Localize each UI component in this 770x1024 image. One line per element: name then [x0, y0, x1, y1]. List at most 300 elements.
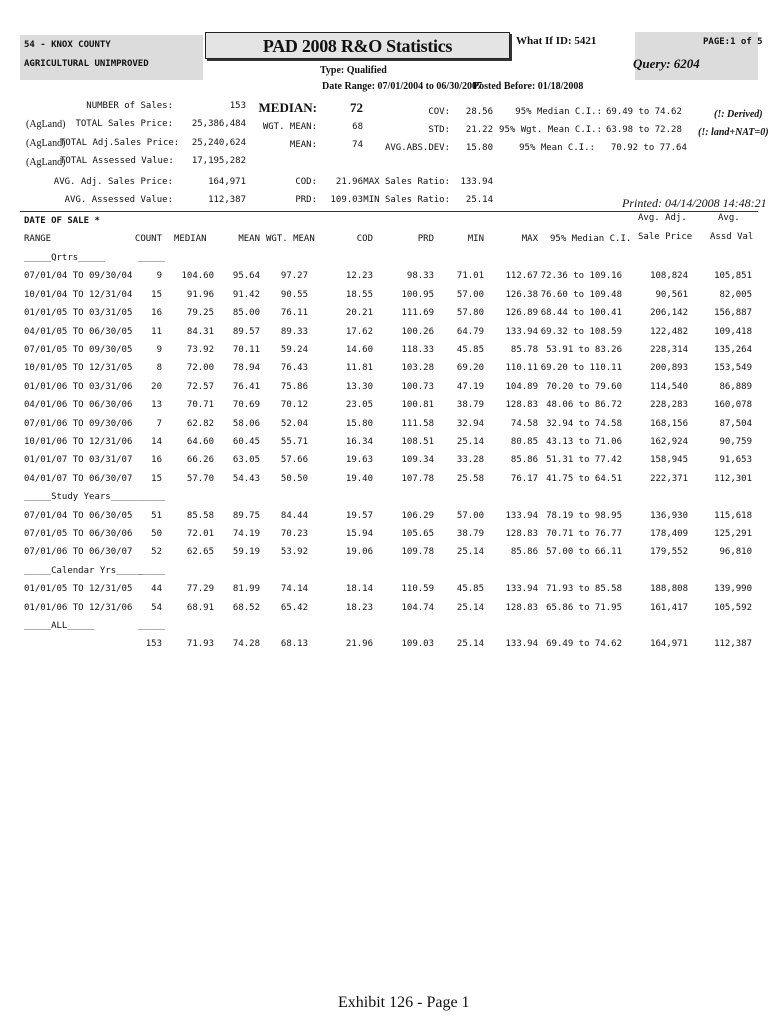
col-header-count: COUNT: [134, 234, 162, 244]
cell-min: 69.20: [456, 363, 484, 374]
cod-value: 21.96: [335, 177, 363, 187]
cell-min: 57.00: [456, 510, 484, 521]
avg-adj-sales-price-label: AVG. Adj. Sales Price:: [53, 177, 173, 187]
cell-median-ci: 69.20 to 110.11: [540, 363, 622, 374]
cell-avg-assd-val: 90,759: [719, 437, 752, 447]
cell-prd: 111.58: [401, 418, 434, 429]
table-row: [0, 345, 770, 359]
cell-mean: 58.06: [232, 418, 260, 429]
section-title: DATE OF SALE *: [24, 216, 100, 226]
max-ratio-value: 133.94: [460, 177, 493, 187]
cell-mean: 60.45: [232, 437, 260, 447]
cell-avg-assd-val: 112,301: [714, 473, 752, 484]
cell-median-ci: 48.06 to 86.72: [546, 400, 622, 411]
avg-assessed-label: AVG. Assessed Value:: [64, 195, 173, 205]
cell-max: 133.94: [505, 326, 538, 337]
cell-prd: 118.33: [401, 345, 434, 355]
cell-cod: 19.57: [345, 510, 373, 521]
cell-min: 25.14: [456, 437, 484, 447]
agland-tag: (AgLand): [26, 138, 66, 149]
group-label: _____Calendar Yrs_____: [24, 565, 144, 576]
cell-median-ci: 72.36 to 109.16: [540, 271, 622, 282]
median-ci-label: 95% Median C.I.:: [515, 107, 602, 117]
cell-prd: 100.26: [401, 326, 434, 337]
max-ratio-label: MAX Sales Ratio:: [363, 177, 450, 187]
col-header-prd: PRD: [417, 234, 434, 244]
cell-max: 133.94: [505, 639, 538, 650]
cell-cod: 19.40: [345, 473, 373, 484]
table-row: [0, 474, 770, 488]
cell-range: 01/01/05 TO 03/31/05: [24, 308, 133, 319]
cell-min: 47.19: [456, 381, 484, 392]
std-label: STD:: [428, 125, 450, 135]
cell-range: 04/01/07 TO 06/30/07: [24, 473, 133, 484]
derived-note: (!: Derived): [714, 109, 763, 120]
cell-median-ci: 32.94 to 74.58: [546, 418, 622, 429]
cell-prd: 109.03: [401, 639, 434, 650]
cell-range: 01/01/06 TO 03/31/06: [24, 381, 133, 392]
cell-median: 57.70: [186, 473, 214, 484]
col-header-assd-val: Assd Val: [710, 232, 754, 242]
col-header-median-ci: 95% Median C.I.: [550, 234, 632, 244]
cell-count: 8: [156, 363, 162, 374]
prd-label: PRD:: [295, 195, 317, 205]
cell-max: 110.11: [505, 363, 538, 374]
cell-median: 73.92: [186, 345, 214, 355]
cell-count: 52: [151, 547, 162, 558]
col-header-median: MEDIAN: [174, 234, 207, 244]
table-row: [0, 400, 770, 414]
cell-avg-assd-val: 86,889: [719, 381, 752, 392]
total-sales-price-label: TOTAL Sales Price:: [75, 119, 173, 129]
table-row: [0, 271, 770, 285]
cell-cod: 13.30: [345, 381, 373, 392]
cell-count: 15: [151, 473, 162, 484]
cell-max: 128.83: [505, 400, 538, 411]
cell-cod: 18.14: [345, 584, 373, 595]
wgt-mean-label: WGT. MEAN:: [262, 122, 317, 132]
wgt-mean-value: 68: [352, 122, 363, 132]
property-class: AGRICULTURAL UNIMPROVED: [24, 59, 149, 69]
cell-avg-assd-val: 91,653: [719, 455, 752, 466]
cell-count: 9: [156, 271, 162, 282]
cell-wgt-mean: 50.50: [280, 473, 308, 484]
median-value: 72: [350, 100, 363, 115]
date-range: Date Range: 07/01/2004 to 06/30/2007: [322, 81, 482, 92]
cell-count: 9: [156, 345, 162, 355]
table-row: [0, 363, 770, 377]
cell-avg-assd-val: 109,418: [714, 326, 752, 337]
avg-abs-dev-label: AVG.ABS.DEV:: [384, 143, 450, 153]
cell-median-ci: 70.71 to 76.77: [546, 529, 622, 539]
cell-median-ci: 51.31 to 77.42: [546, 455, 622, 466]
cell-avg-adj-sale-price: 228,314: [650, 345, 688, 355]
page-number: PAGE:1 of 5: [703, 37, 763, 47]
cell-range: 07/01/04 TO 09/30/04: [24, 271, 133, 282]
cell-median: 72.57: [186, 381, 214, 392]
median-ci-value: 69.49 to 74.62: [606, 107, 682, 117]
cell-median: 62.82: [186, 418, 214, 429]
cell-median: 79.25: [186, 308, 214, 319]
cell-min: 45.85: [456, 345, 484, 355]
table-row: [0, 437, 770, 451]
avg-adj-sales-price-value: 164,971: [208, 177, 246, 187]
cell-avg-assd-val: 156,887: [714, 308, 752, 319]
col-header-avg: Avg.: [718, 213, 740, 223]
cell-max: 112.67: [505, 271, 538, 282]
cell-max: 80.85: [510, 437, 538, 447]
cell-min: 33.28: [456, 455, 484, 466]
table-row: [0, 308, 770, 322]
cell-median-ci: 65.86 to 71.95: [546, 602, 622, 613]
col-header-max: MAX: [521, 234, 538, 244]
cell-avg-adj-sale-price: 179,552: [650, 547, 688, 558]
cell-count: 54: [151, 602, 162, 613]
cell-median-ci: 43.13 to 71.06: [546, 437, 622, 447]
cell-avg-adj-sale-price: 162,924: [650, 437, 688, 447]
cell-wgt-mean: 68.13: [280, 639, 308, 650]
cell-min: 25.58: [456, 473, 484, 484]
cell-avg-adj-sale-price: 136,930: [650, 510, 688, 521]
cell-median: 84.31: [186, 326, 214, 337]
cell-mean: 81.99: [232, 584, 260, 595]
wgt-mean-ci-label: 95% Wgt. Mean C.I.:: [499, 125, 602, 135]
cell-mean: 70.11: [232, 345, 260, 355]
cell-prd: 111.69: [401, 308, 434, 319]
cell-count: 14: [151, 437, 162, 447]
table-row: [0, 511, 770, 525]
cell-avg-adj-sale-price: 161,417: [650, 602, 688, 613]
group-label: _____ALL_____: [24, 621, 95, 631]
cell-cod: 15.80: [345, 418, 373, 429]
cell-avg-assd-val: 82,005: [719, 289, 752, 300]
cell-avg-adj-sale-price: 164,971: [650, 639, 688, 650]
group-label: _____Qrtrs_____: [24, 253, 106, 263]
total-assessed-value: 17,195,282: [191, 156, 246, 166]
agland-tag: (AgLand): [26, 119, 66, 130]
cell-wgt-mean: 59.24: [280, 345, 308, 355]
cell-avg-assd-val: 105,851: [714, 271, 752, 282]
cell-max: 128.83: [505, 602, 538, 613]
count-underline: _____: [138, 565, 166, 576]
min-ratio-label: MIN Sales Ratio:: [363, 195, 450, 205]
cell-avg-assd-val: 139,990: [714, 584, 752, 595]
cell-range: 07/01/06 TO 09/30/06: [24, 418, 133, 429]
median-label: MEDIAN:: [258, 100, 317, 115]
count-underline: _____: [138, 492, 166, 503]
cell-wgt-mean: 53.92: [280, 547, 308, 558]
cell-min: 57.80: [456, 308, 484, 319]
cell-avg-adj-sale-price: 122,482: [650, 326, 688, 337]
cell-mean: 85.00: [232, 308, 260, 319]
table-row: [0, 327, 770, 341]
cell-prd: 107.78: [401, 473, 434, 484]
table-row: [0, 290, 770, 304]
cell-range: 07/01/04 TO 06/30/05: [24, 510, 133, 521]
prd-value: 109.03: [330, 195, 363, 205]
cell-avg-adj-sale-price: 168,156: [650, 418, 688, 429]
cell-range: 07/01/05 TO 09/30/05: [24, 345, 133, 355]
cell-median: 104.60: [181, 271, 214, 282]
cell-count: 7: [156, 418, 162, 429]
cell-count: 44: [151, 584, 162, 595]
whatif-id: What If ID: 5421: [516, 35, 597, 47]
cell-median-ci: 57.00 to 66.11: [546, 547, 622, 558]
cov-label: COV:: [428, 107, 450, 117]
cell-wgt-mean: 57.66: [280, 455, 308, 466]
cell-max: 133.94: [505, 584, 538, 595]
cell-count: 51: [151, 510, 162, 521]
cell-cod: 17.62: [345, 326, 373, 337]
cell-cod: 12.23: [345, 271, 373, 282]
cell-max: 74.58: [510, 418, 538, 429]
cell-mean: 78.94: [232, 363, 260, 374]
exhibit-footer: Exhibit 126 - Page 1: [338, 994, 470, 1011]
cell-max: 126.89: [505, 308, 538, 319]
cell-avg-adj-sale-price: 228,283: [650, 400, 688, 411]
std-value: 21.22: [465, 125, 493, 135]
cell-avg-adj-sale-price: 178,409: [650, 529, 688, 539]
cell-median: 70.71: [186, 400, 214, 411]
total-sales-price-value: 25,386,484: [191, 119, 246, 129]
cell-count: 16: [151, 308, 162, 319]
cell-min: 25.14: [456, 602, 484, 613]
cell-cod: 18.55: [345, 289, 373, 300]
cell-min: 45.85: [456, 584, 484, 595]
cell-wgt-mean: 76.11: [280, 308, 308, 319]
cell-median-ci: 69.32 to 108.59: [540, 326, 622, 337]
cell-cod: 20.21: [345, 308, 373, 319]
cell-wgt-mean: 84.44: [280, 510, 308, 521]
printed-timestamp: Printed: 04/14/2008 14:48:21: [622, 196, 767, 210]
cell-min: 25.14: [456, 547, 484, 558]
cell-range: 10/01/06 TO 12/31/06: [24, 437, 133, 447]
cell-prd: 109.78: [401, 547, 434, 558]
cell-count: 16: [151, 455, 162, 466]
cell-avg-assd-val: 135,264: [714, 345, 752, 355]
cell-median: 68.91: [186, 602, 214, 613]
cell-range: 07/01/06 TO 06/30/07: [24, 547, 133, 558]
cell-avg-adj-sale-price: 158,945: [650, 455, 688, 466]
cell-avg-assd-val: 160,078: [714, 400, 752, 411]
cell-wgt-mean: 70.23: [280, 529, 308, 539]
cell-wgt-mean: 55.71: [280, 437, 308, 447]
cell-mean: 95.64: [232, 271, 260, 282]
report-title: PAD 2008 R&O Statistics: [262, 36, 453, 56]
cell-avg-assd-val: 125,291: [714, 529, 752, 539]
cell-count: 20: [151, 381, 162, 392]
total-assessed-label: TOTAL Assessed Value:: [60, 156, 174, 166]
cell-median-ci: 76.60 to 109.48: [540, 289, 622, 300]
cell-cod: 21.96: [345, 639, 373, 650]
cell-prd: 106.29: [401, 510, 434, 521]
table-top-rule: [20, 211, 758, 212]
cell-median-ci: 53.91 to 83.26: [546, 345, 622, 355]
cell-cod: 16.34: [345, 437, 373, 447]
cell-cod: 18.23: [345, 602, 373, 613]
posted-before: Posted Before: 01/18/2008: [473, 81, 584, 92]
cell-cod: 11.81: [345, 363, 373, 374]
cell-min: 71.01: [456, 271, 484, 282]
cell-max: 126.38: [505, 289, 538, 300]
cell-max: 85.78: [510, 345, 538, 355]
count-underline: _____: [138, 253, 166, 263]
col-header-mean: MEAN: [238, 234, 260, 244]
cell-avg-assd-val: 105,592: [714, 602, 752, 613]
cell-median: 71.93: [186, 639, 214, 650]
cell-min: 57.00: [456, 289, 484, 300]
cell-mean: 91.42: [232, 289, 260, 300]
cell-prd: 104.74: [401, 602, 434, 613]
cell-wgt-mean: 75.86: [280, 381, 308, 392]
cell-avg-adj-sale-price: 188,808: [650, 584, 688, 595]
col-header-min: MIN: [467, 234, 484, 244]
cell-median: 64.60: [186, 437, 214, 447]
cell-prd: 109.34: [401, 455, 434, 466]
number-of-sales-value: 153: [229, 101, 246, 111]
cell-mean: 89.57: [232, 326, 260, 337]
mean-label: MEAN:: [289, 140, 317, 150]
cell-wgt-mean: 65.42: [280, 602, 308, 613]
cell-avg-adj-sale-price: 200,893: [650, 363, 688, 374]
cell-avg-assd-val: 87,504: [719, 418, 752, 429]
cell-cod: 19.06: [345, 547, 373, 558]
cell-median: 66.26: [186, 455, 214, 466]
cell-median-ci: 70.20 to 79.60: [546, 381, 622, 392]
cell-range: 10/01/05 TO 12/31/05: [24, 363, 133, 374]
table-row: [0, 382, 770, 396]
cell-wgt-mean: 70.12: [280, 400, 308, 411]
cell-median: 77.29: [186, 584, 214, 595]
cell-cod: 14.60: [345, 345, 373, 355]
mean-ci-label: 95% Mean C.I.:: [519, 143, 595, 153]
cell-max: 104.89: [505, 381, 538, 392]
cell-range: 07/01/05 TO 06/30/06: [24, 529, 133, 539]
cell-cod: 23.05: [345, 400, 373, 411]
cell-max: 133.94: [505, 510, 538, 521]
cell-min: 32.94: [456, 418, 484, 429]
cell-median-ci: 71.93 to 85.58: [546, 584, 622, 595]
cell-median-ci: 78.19 to 98.95: [546, 510, 622, 521]
cell-mean: 76.41: [232, 381, 260, 392]
report-title-box: [205, 32, 510, 59]
cell-max: 85.86: [510, 547, 538, 558]
cell-wgt-mean: 97.27: [280, 271, 308, 282]
count-underline: _____: [138, 621, 166, 631]
cell-avg-adj-sale-price: 114,540: [650, 381, 688, 392]
cell-mean: 59.19: [232, 547, 260, 558]
cell-min: 38.79: [456, 400, 484, 411]
cell-avg-adj-sale-price: 222,371: [650, 473, 688, 484]
cell-prd: 105.65: [401, 529, 434, 539]
cov-value: 28.56: [465, 107, 493, 117]
cell-avg-assd-val: 96,810: [719, 547, 752, 558]
cell-avg-assd-val: 153,549: [714, 363, 752, 374]
cell-prd: 103.28: [401, 363, 434, 374]
cell-median: 85.58: [186, 510, 214, 521]
col-header-cod: COD: [356, 234, 373, 244]
cell-max: 128.83: [505, 529, 538, 539]
cell-avg-adj-sale-price: 206,142: [650, 308, 688, 319]
cell-range: 01/01/07 TO 03/31/07: [24, 455, 133, 466]
wgt-mean-ci-value: 63.98 to 72.28: [606, 125, 682, 135]
cell-prd: 110.59: [401, 584, 434, 595]
total-adj-sales-price-value: 25,240,624: [191, 138, 246, 148]
cell-median: 62.65: [186, 547, 214, 558]
cell-mean: 54.43: [232, 473, 260, 484]
table-row: [0, 455, 770, 469]
cell-avg-assd-val: 112,387: [714, 639, 752, 650]
cell-range: 04/01/05 TO 06/30/05: [24, 326, 133, 337]
county-name: 54 - KNOX COUNTY: [24, 40, 111, 50]
col-header-wgt-mean: WGT. MEAN: [266, 234, 315, 244]
cell-prd: 108.51: [401, 437, 434, 447]
cell-prd: 100.95: [401, 289, 434, 300]
cell-avg-adj-sale-price: 90,561: [655, 289, 688, 300]
avg-abs-dev-value: 15.80: [465, 143, 493, 153]
cell-mean: 89.75: [232, 510, 260, 521]
col-header-avg-adj: Avg. Adj.: [638, 213, 687, 223]
table-row: [0, 603, 770, 617]
cell-count: 13: [151, 400, 162, 411]
cell-count: 153: [145, 639, 162, 650]
cell-median: 91.96: [186, 289, 214, 300]
group-label: _____Study Years_____: [24, 492, 138, 503]
cell-count: 11: [151, 326, 162, 337]
cell-median-ci: 69.49 to 74.62: [546, 639, 622, 650]
agland-tag: (AgLand): [26, 157, 66, 168]
cod-label: COD:: [295, 177, 317, 187]
cell-mean: 74.19: [232, 529, 260, 539]
cell-mean: 70.69: [232, 400, 260, 411]
cell-median-ci: 68.44 to 100.41: [540, 308, 622, 319]
number-of-sales-label: NUMBER of Sales:: [86, 101, 173, 111]
cell-max: 76.17: [510, 473, 538, 484]
cell-wgt-mean: 90.55: [280, 289, 308, 300]
table-row: [0, 419, 770, 433]
report-type: Type: Qualified: [320, 65, 387, 76]
cell-prd: 98.33: [406, 271, 434, 282]
cell-wgt-mean: 89.33: [280, 326, 308, 337]
cell-min: 25.14: [456, 639, 484, 650]
cell-cod: 19.63: [345, 455, 373, 466]
cell-avg-adj-sale-price: 108,824: [650, 271, 688, 282]
total-adj-sales-price-label: TOTAL Adj.Sales Price:: [60, 138, 180, 148]
cell-median: 72.00: [186, 363, 214, 374]
cell-wgt-mean: 52.04: [280, 418, 308, 429]
table-row: [0, 529, 770, 543]
cell-mean: 68.52: [232, 602, 260, 613]
cell-count: 50: [151, 529, 162, 539]
cell-min: 64.79: [456, 326, 484, 337]
mean-ci-value: 70.92 to 77.64: [611, 143, 687, 153]
land-note: (!: land+NAT=0): [698, 127, 769, 138]
cell-range: 01/01/05 TO 12/31/05: [24, 584, 133, 595]
cell-count: 15: [151, 289, 162, 300]
cell-prd: 100.73: [401, 381, 434, 392]
table-row: [0, 547, 770, 561]
cell-range: 10/01/04 TO 12/31/04: [24, 289, 133, 300]
cell-min: 38.79: [456, 529, 484, 539]
query-id: Query: 6204: [633, 56, 700, 71]
cell-mean: 74.28: [232, 639, 260, 650]
table-row: [0, 639, 770, 653]
cell-cod: 15.94: [345, 529, 373, 539]
cell-wgt-mean: 74.14: [280, 584, 308, 595]
col-header-sale-price: Sale Price: [638, 232, 693, 242]
cell-range: 04/01/06 TO 06/30/06: [24, 400, 133, 411]
avg-assessed-value: 112,387: [208, 195, 246, 205]
